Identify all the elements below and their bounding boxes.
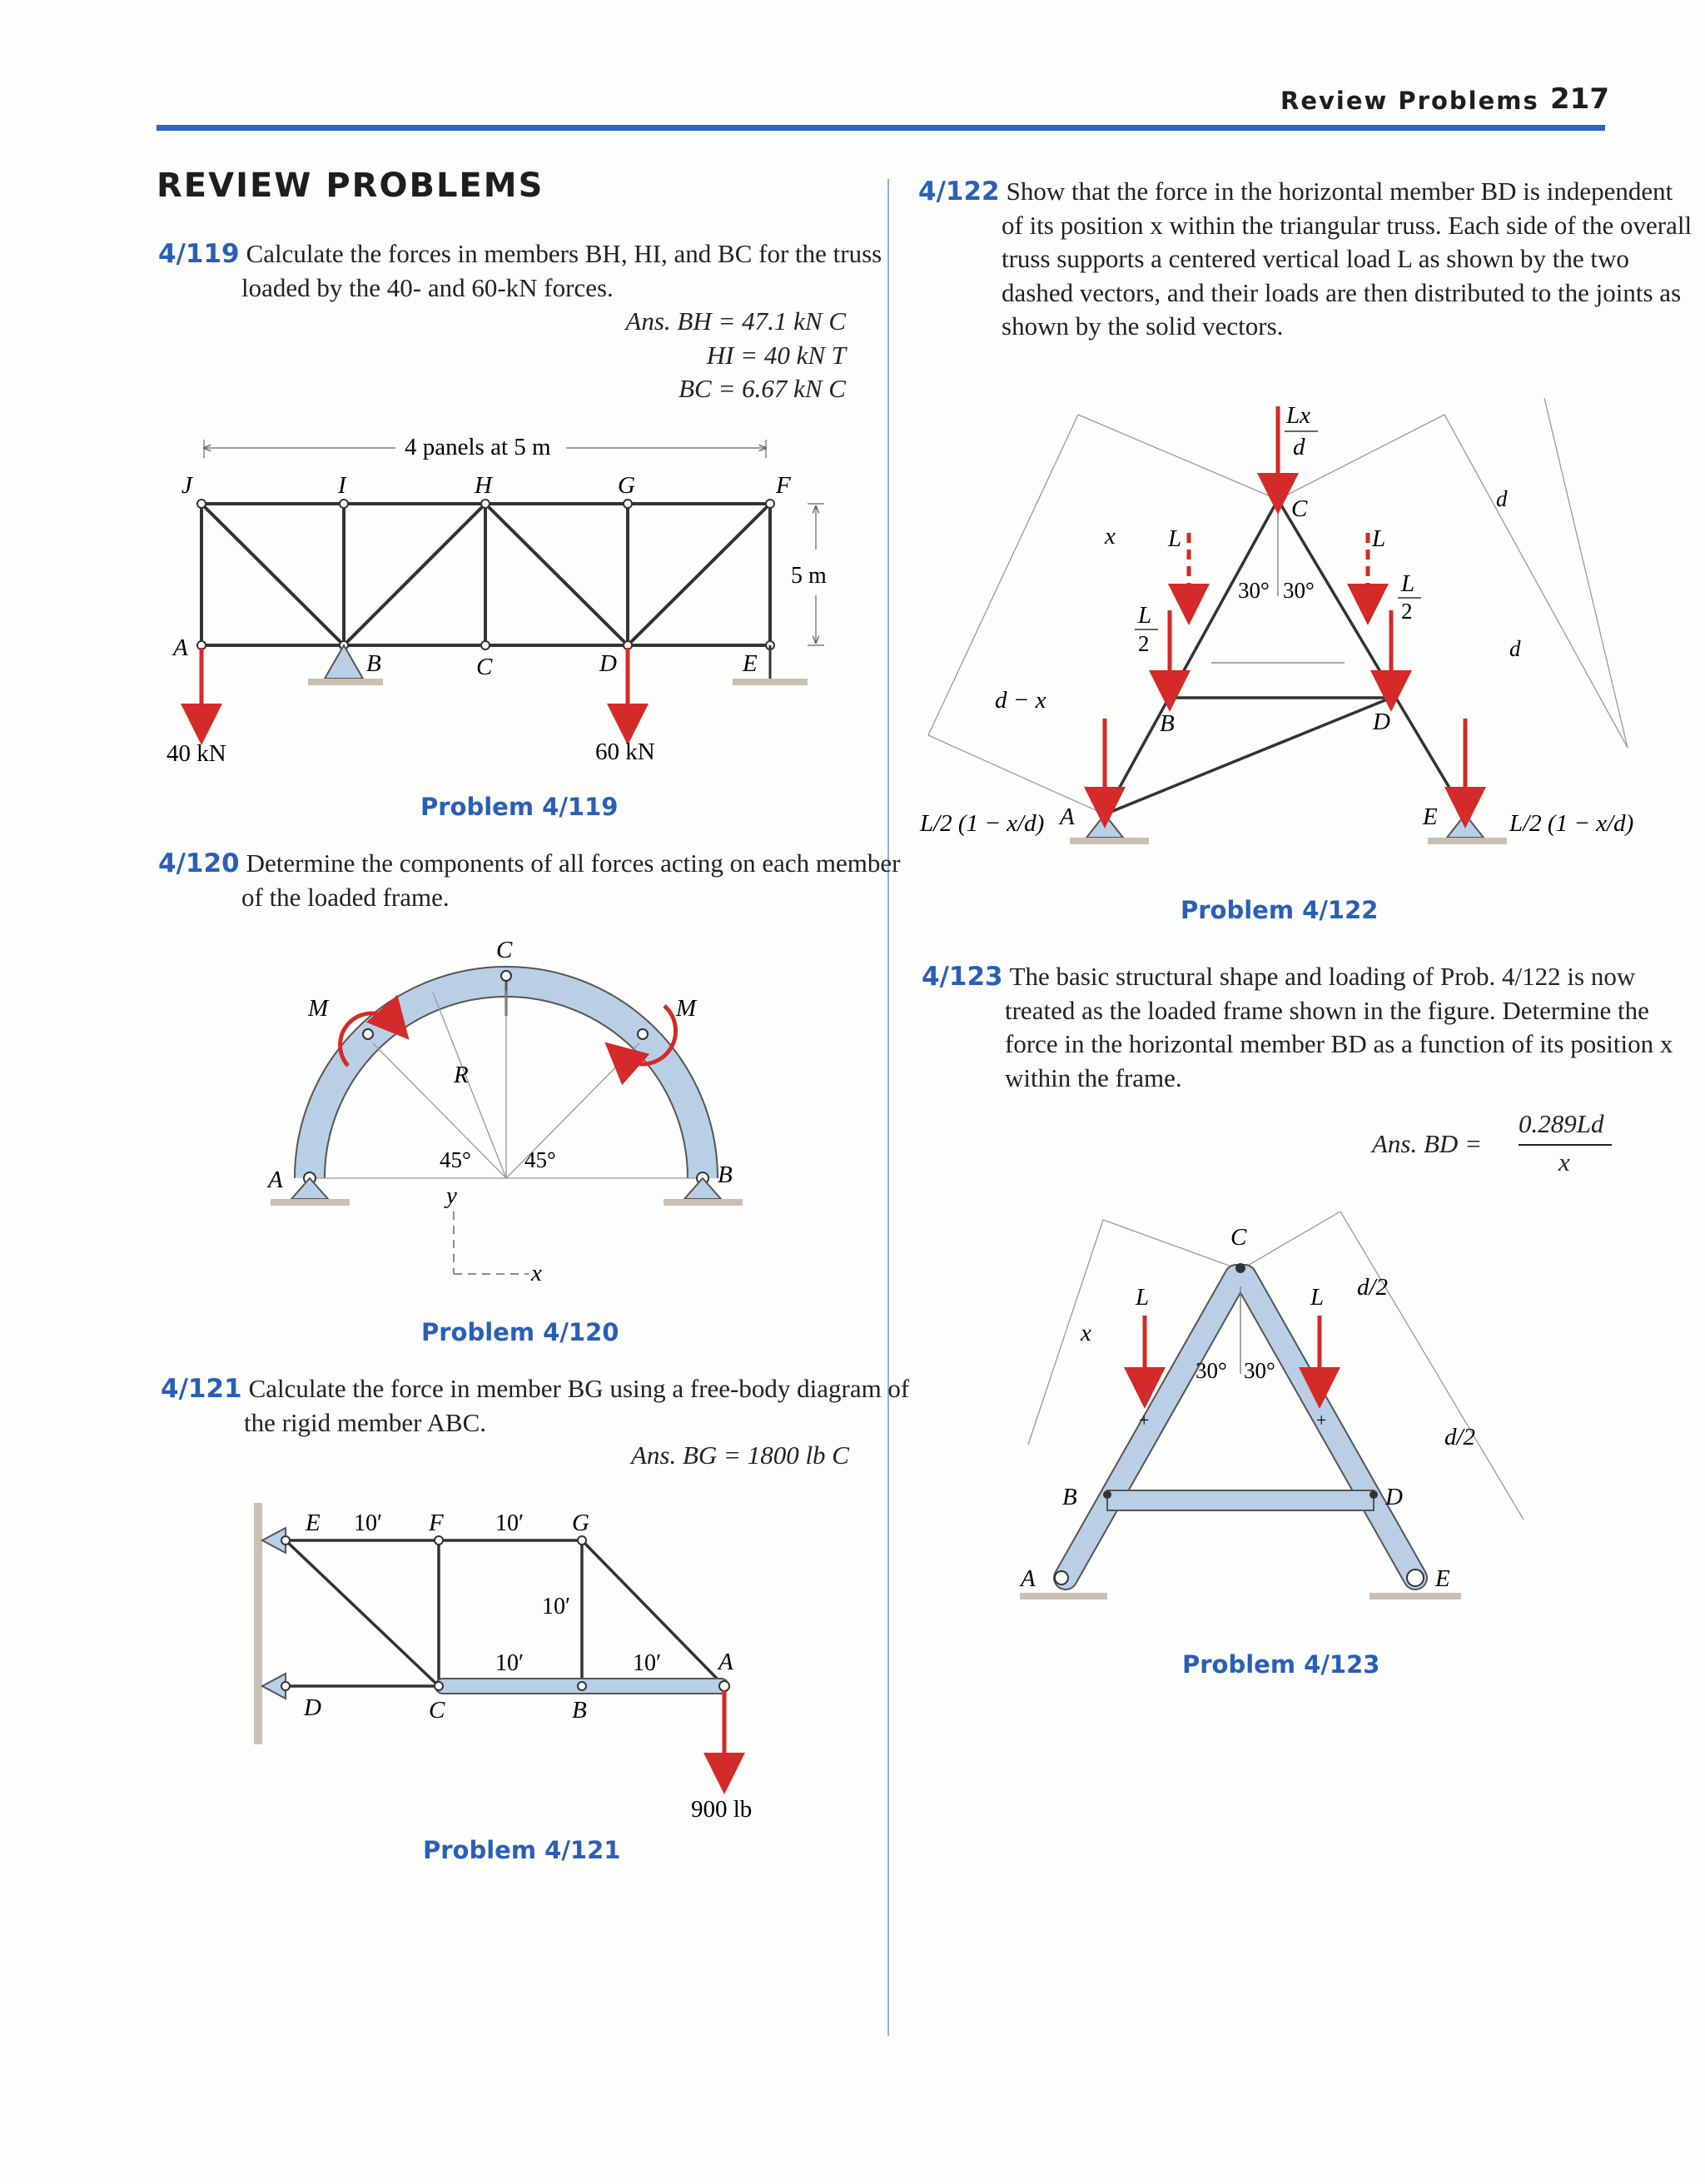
answer-denominator: x <box>1558 1147 1570 1177</box>
label-d2-top: d/2 <box>1357 1274 1389 1301</box>
problem-statement: The basic structural shape and loading of Prob. 4/122 is now treated as the loaded frame shown in the figure. Determine the force in the horizontal member BD as a function of its position x within the frame. <box>1005 962 1673 1092</box>
problem-4-122-text <box>918 175 1693 344</box>
label-M-left: M <box>308 995 329 1022</box>
problem-statement: Determine the components of all forces acting on each member of the loaded frame. <box>241 848 901 912</box>
label-D: D <box>599 650 617 677</box>
label-B: B <box>1160 710 1175 737</box>
label-x: x <box>531 1260 542 1286</box>
angle-30-right: 30° <box>1283 578 1315 603</box>
label-B: B <box>718 1162 733 1188</box>
dim-10-4: 10′ <box>495 1650 524 1676</box>
figure-4-123-a-frame <box>1007 1211 1557 1611</box>
problem-4-119-text <box>158 237 928 305</box>
caption-4-119: Problem 4/119 <box>420 793 619 821</box>
svg-text:+: + <box>1316 1410 1327 1430</box>
label-L-half-right: L <box>1401 570 1415 597</box>
label-A: A <box>268 1167 283 1193</box>
angle-45-left: 45° <box>440 1147 471 1172</box>
label-E: E <box>1423 803 1438 830</box>
label-L-left: L <box>1168 525 1182 552</box>
label-A: A <box>718 1649 733 1675</box>
angle-30-right: 30° <box>1244 1358 1275 1383</box>
label-y: y <box>446 1182 457 1209</box>
label-half-d-bottom: d <box>1509 636 1521 661</box>
label-D: D <box>1373 709 1390 735</box>
label-M-right: M <box>676 995 697 1022</box>
label-two: 2 <box>1401 599 1413 624</box>
answer-lhs: Ans. BD = <box>1372 1129 1482 1158</box>
label-E: E <box>306 1510 321 1536</box>
problem-number: 4/122 <box>918 177 1000 206</box>
label-E: E <box>743 650 758 677</box>
problem-4-119-answers <box>500 305 846 406</box>
answer-line: BC = 6.67 kN C <box>679 374 846 403</box>
problem-number: 4/119 <box>158 239 240 269</box>
right-support-load: L/2 (1 − x/d) <box>1509 810 1634 837</box>
load-60kn: 60 kN <box>595 739 655 765</box>
label-C: C <box>1230 1224 1247 1251</box>
figure-4-121-frame <box>246 1490 778 1823</box>
problem-4-120-text <box>158 847 928 914</box>
problem-number: 4/123 <box>922 962 1003 992</box>
label-F: F <box>776 472 791 499</box>
caption-4-120: Problem 4/120 <box>421 1318 619 1346</box>
problem-4-121-answer: Ans. BG = 1800 lb C <box>630 1440 849 1470</box>
label-L-half-left: L <box>1138 602 1152 629</box>
label-H: H <box>475 472 492 499</box>
answer-fraction-bar <box>1519 1144 1612 1146</box>
caption-4-122: Problem 4/122 <box>1181 896 1379 924</box>
label-two: 2 <box>1138 631 1150 656</box>
label-B: B <box>572 1697 587 1724</box>
dim-10-2: 10′ <box>495 1510 524 1536</box>
caption-4-121: Problem 4/121 <box>423 1836 621 1864</box>
label-B: B <box>366 650 381 677</box>
dim-10-5: 10′ <box>633 1650 662 1676</box>
problem-number: 4/121 <box>161 1374 242 1404</box>
load-40kn: 40 kN <box>167 740 226 767</box>
figure-4-120-arch-frame <box>250 933 766 1307</box>
load-900lb: 900 lb <box>691 1796 753 1823</box>
page-number: 217 <box>1550 82 1609 116</box>
problem-statement: Calculate the force in member BG using a free-body diagram of the rigid member ABC. <box>244 1374 910 1437</box>
column-divider <box>887 179 889 2036</box>
label-R: R <box>454 1062 469 1088</box>
label-A: A <box>173 634 188 661</box>
dim-panels: 4 panels at 5 m <box>405 434 551 460</box>
caption-4-123: Problem 4/123 <box>1182 1650 1380 1679</box>
label-A: A <box>1060 803 1075 830</box>
answer-numerator: 0.289Ld <box>1519 1109 1604 1138</box>
angle-30-left: 30° <box>1238 578 1270 603</box>
label-J: J <box>181 472 192 499</box>
label-D: D <box>304 1694 321 1721</box>
label-A: A <box>1021 1565 1036 1592</box>
label-x: x <box>1081 1320 1091 1346</box>
problem-statement: Calculate the forces in members BH, HI, and BC for the truss loaded by the 40- and 60-kN forces. <box>241 239 882 302</box>
dim-10-1: 10′ <box>354 1510 383 1536</box>
header-rule <box>157 125 1605 131</box>
label-Lx: Lx <box>1286 402 1310 429</box>
problem-statement: Show that the force in the horizontal member BD is independent of its position x within the triangular truss. Each side of the overall truss supports a centered vertical load L as shown by the two dashed vectors, and their loads are then distributed to the joints as shown by the solid vectors. <box>1002 177 1693 341</box>
label-D: D <box>1385 1484 1403 1510</box>
label-C: C <box>429 1697 445 1724</box>
label-L-right: L <box>1310 1284 1325 1311</box>
label-C: C <box>476 654 493 680</box>
svg-text:+: + <box>1139 1410 1150 1430</box>
answer-line: Ans. BH = 47.1 kN C <box>625 306 846 336</box>
dim-height: 5 m <box>791 563 827 589</box>
label-F: F <box>429 1510 444 1536</box>
label-L-left: L <box>1136 1284 1150 1311</box>
label-d2-bottom: d/2 <box>1444 1424 1476 1450</box>
label-I: I <box>338 472 346 499</box>
figure-4-119-truss <box>158 425 849 774</box>
label-B: B <box>1062 1484 1077 1510</box>
angle-45-right: 45° <box>524 1147 556 1172</box>
label-E: E <box>1435 1565 1450 1592</box>
figure-4-122-triangular-truss <box>912 398 1644 864</box>
answer-line: HI = 40 kN T <box>706 340 846 370</box>
label-C: C <box>496 937 513 963</box>
label-d: d <box>1293 434 1305 460</box>
label-C: C <box>1291 495 1308 522</box>
label-L-right: L <box>1372 525 1386 552</box>
problem-4-123-text <box>922 960 1693 1095</box>
label-G: G <box>572 1510 589 1536</box>
left-support-load: L/2 (1 − x/d) <box>920 810 1045 837</box>
label-half-d-top: d <box>1496 486 1508 511</box>
dim-10-3: 10′ <box>542 1594 571 1619</box>
problem-4-121-text <box>161 1372 928 1440</box>
label-x: x <box>1105 523 1116 550</box>
label-G: G <box>618 472 635 499</box>
angle-30-left: 30° <box>1195 1358 1227 1383</box>
running-header: Review Problems <box>1280 87 1539 115</box>
label-d-minus-x: d − x <box>995 687 1046 714</box>
problem-number: 4/120 <box>158 848 240 878</box>
section-title: REVIEW PROBLEMS <box>157 167 544 205</box>
